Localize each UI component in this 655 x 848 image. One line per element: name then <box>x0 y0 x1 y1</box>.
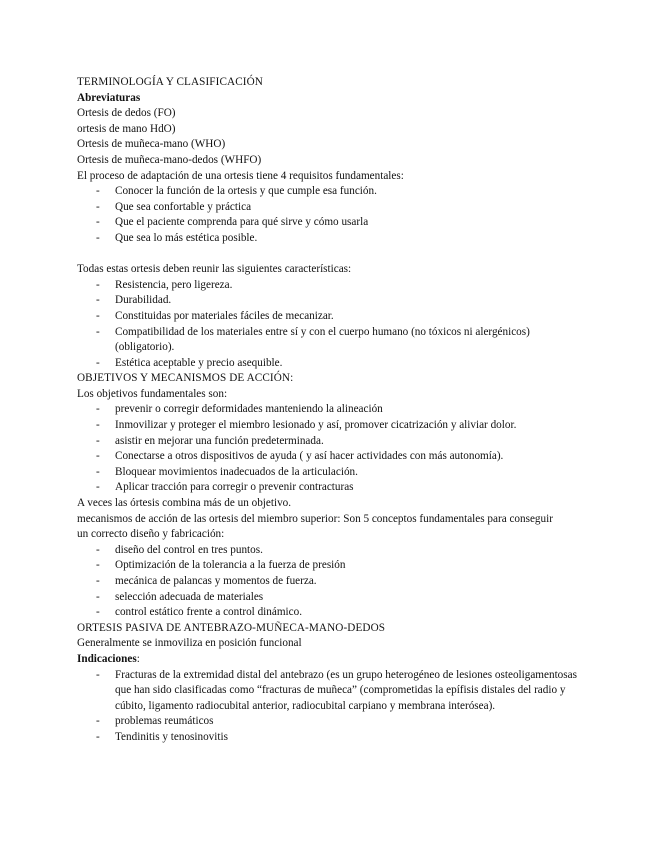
list-item-text: Estética aceptable y precio asequible. <box>115 356 283 369</box>
list-item <box>77 558 577 574</box>
list-item <box>77 231 577 247</box>
dash-bullet: - <box>96 231 100 244</box>
dash-bullet: - <box>96 434 100 447</box>
mecanismos-list <box>77 543 577 621</box>
list-item-text: Resistencia, pero ligereza. <box>115 278 233 291</box>
abreviatura-line: Ortesis de muñeca-mano (WHO) <box>77 138 226 151</box>
list-item <box>77 278 577 294</box>
list-item <box>77 543 577 559</box>
indicaciones-colon: : <box>136 652 140 665</box>
dash-bullet: - <box>96 575 100 587</box>
list-item-text: Que sea confortable y práctica <box>115 200 252 213</box>
dash-bullet: - <box>96 606 100 619</box>
list-item <box>77 574 577 590</box>
dash-bullet: - <box>96 450 100 463</box>
list-item-text: diseño del control en tres puntos. <box>115 543 263 556</box>
objetivos-note: A veces las órtesis combina más de un objetivo. <box>77 497 292 510</box>
list-item <box>77 200 577 216</box>
dash-bullet: - <box>96 481 100 494</box>
list-item-text: Fracturas de la extremidad distal del antebrazo (es un grupo heterogéneo de lesiones osteoligamentosas que han sido clasificadas como “fracturas de muñeca” (comprometidas la epífisis distales del radio y cúbito, ligamento radiocubital anterior, radiocubital carpiano y membrana interósea). <box>115 668 577 712</box>
dash-bullet: - <box>96 278 100 291</box>
dash-bullet: - <box>96 559 100 572</box>
indicaciones-line <box>77 652 577 668</box>
list-item <box>77 356 577 372</box>
caracteristicas-list <box>77 278 577 372</box>
section-title-ortesis-pasiva: ORTESIS PASIVA DE ANTEBRAZO-MUÑECA-MANO-DEDOS <box>77 621 386 634</box>
dash-bullet: - <box>96 590 100 603</box>
list-item <box>77 590 577 606</box>
list-item-text: Inmovilizar y proteger el miembro lesionado y así, promover cicatrización y aliviar dolor. <box>115 419 517 432</box>
list-item-text: asistir en mejorar una función predeterminada. <box>115 434 324 447</box>
dash-bullet: - <box>96 403 100 416</box>
abreviaturas-label: Abreviaturas <box>77 91 141 104</box>
dash-bullet: - <box>96 419 100 432</box>
blank-line <box>77 247 577 263</box>
list-item <box>77 402 577 418</box>
section-title-objetivos: OBJETIVOS Y MECANISMOS DE ACCIÓN: <box>77 372 294 385</box>
list-item <box>77 668 577 715</box>
dash-bullet: - <box>96 730 100 743</box>
list-item <box>77 730 577 746</box>
abreviatura-line: Ortesis de dedos (FO) <box>77 107 176 120</box>
section-title-terminologia: TERMINOLOGÍA Y CLASIFICACIÓN <box>77 76 263 88</box>
mecanismos-intro: mecanismos de acción de las ortesis del miembro superior: Son 5 conceptos fundamentales para conseguir <box>77 512 553 525</box>
dash-bullet: - <box>96 715 100 728</box>
list-item <box>77 418 577 434</box>
list-item-text: Compatibilidad de los materiales entre sí y con el cuerpo humano (no tóxicos ni alergénicos)(obligatorio). <box>115 325 530 354</box>
list-item <box>77 714 577 730</box>
requisitos-intro: El proceso de adaptación de una ortesis tiene 4 requisitos fundamentales: <box>77 169 404 182</box>
list-item <box>77 449 577 465</box>
list-item-text: Optimización de la tolerancia a la fuerza de presión <box>115 559 346 572</box>
dash-bullet: - <box>96 325 100 338</box>
list-item <box>77 325 577 356</box>
list-item-text: Conocer la función de la ortesis y que cumple esa función. <box>115 185 377 198</box>
objetivos-intro: Los objetivos fundamentales son: <box>77 387 228 400</box>
abreviatura-line: Ortesis de muñeca-mano-dedos (WHFO) <box>77 153 262 166</box>
list-item-text: Constituidas por materiales fáciles de mecanizar. <box>115 309 334 322</box>
dash-bullet: - <box>96 668 100 681</box>
document-body <box>77 75 577 746</box>
mecanismos-intro-cont: un correcto diseño y fabricación: <box>77 528 225 541</box>
dash-bullet: - <box>96 309 100 322</box>
dash-bullet: - <box>96 294 100 307</box>
list-item <box>77 215 577 231</box>
list-item-text: Tendinitis y tenosinovitis <box>115 730 228 743</box>
indicaciones-label: Indicaciones <box>77 652 137 665</box>
list-item <box>77 605 577 621</box>
list-item-text: Que el paciente comprenda para qué sirve y cómo usarla <box>115 216 369 229</box>
indicaciones-list <box>77 668 577 746</box>
list-item-text: control estático frente a control dinámico. <box>115 606 303 619</box>
list-item <box>77 465 577 481</box>
pasiva-intro: Generalmente se inmoviliza en posición funcional <box>77 637 302 650</box>
list-item-text: Aplicar tracción para corregir o prevenir contracturas <box>115 481 354 494</box>
list-item-text: Conectarse a otros dispositivos de ayuda ( y así hacer actividades con más autonomía). <box>115 450 504 463</box>
list-item <box>77 293 577 309</box>
list-item <box>77 434 577 450</box>
list-item-text: Bloquear movimientos inadecuados de la articulación. <box>115 465 358 478</box>
list-item <box>77 309 577 325</box>
objetivos-list <box>77 402 577 496</box>
dash-bullet: - <box>96 216 100 229</box>
caracteristicas-intro: Todas estas ortesis deben reunir las siguientes características: <box>77 263 352 276</box>
list-item-text: mecánica de palancas y momentos de fuerza. <box>115 575 317 587</box>
abreviatura-line: ortesis de mano HdO) <box>77 122 176 135</box>
dash-bullet: - <box>96 543 100 556</box>
dash-bullet: - <box>96 465 100 478</box>
list-item-text: Durabilidad. <box>115 294 172 307</box>
requisitos-list <box>77 184 577 246</box>
list-item-text: selección adecuada de materiales <box>115 590 264 603</box>
dash-bullet: - <box>96 356 100 369</box>
list-item <box>77 184 577 200</box>
dash-bullet: - <box>96 200 100 213</box>
list-item-text: problemas reumáticos <box>115 715 214 728</box>
list-item <box>77 480 577 496</box>
list-item-text: Que sea lo más estética posible. <box>115 231 258 244</box>
dash-bullet: - <box>96 185 100 198</box>
list-item-text: prevenir o corregir deformidades manteniendo la alineación <box>115 403 383 416</box>
